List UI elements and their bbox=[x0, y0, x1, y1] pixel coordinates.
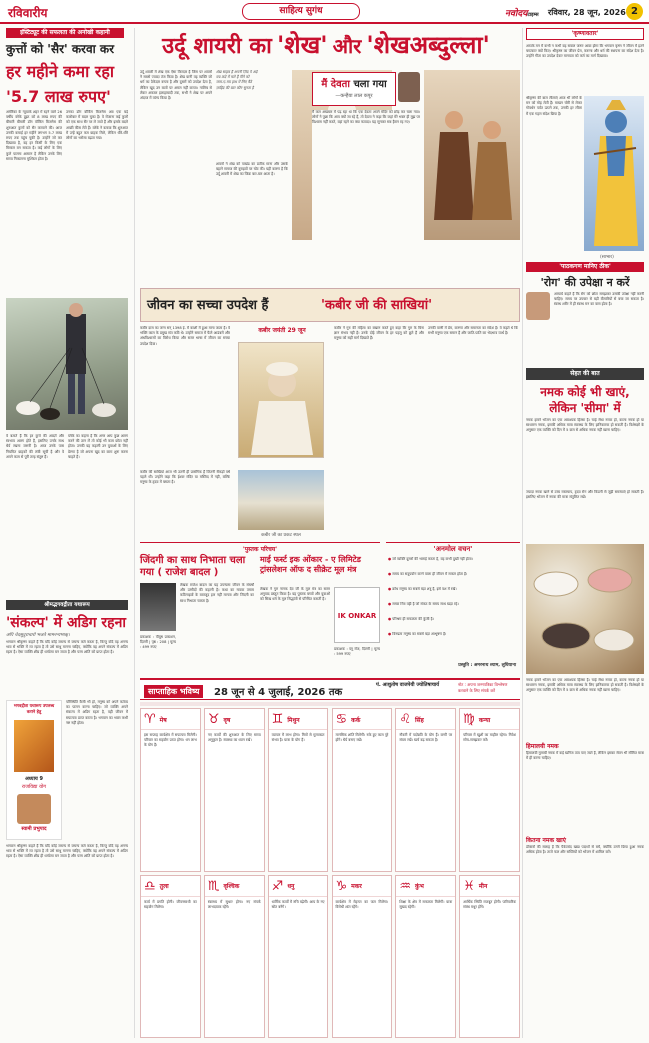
zodiac-card bbox=[268, 875, 329, 1039]
zodiac-symbol-icon: ♌ bbox=[399, 712, 411, 727]
health-title: 'रोग' की उपेक्षा न करें bbox=[540, 276, 630, 289]
zodiac-text: व्यापार में लाभ होगा। मित्रों से मुलाकात संभव है। यात्रा के योग हैं। bbox=[271, 733, 325, 743]
zodiac-card bbox=[204, 708, 265, 872]
logo bbox=[505, 6, 539, 19]
zodiac-card bbox=[140, 875, 201, 1039]
column-rule bbox=[522, 28, 523, 1038]
zodiac-symbol-icon: ♍ bbox=[463, 712, 475, 727]
book-label: भगवद्गीता यथारूप उपलब्ध कराने हेतु bbox=[13, 703, 55, 714]
vachan-item: ● परिश्रम ही सफलता की कुंजी है। bbox=[388, 617, 434, 621]
kabir-temple-photo bbox=[238, 470, 324, 530]
zodiac-name: वृश्चिक bbox=[223, 883, 240, 890]
vachan-item: ● विनम्रता मनुष्य का सबसे बड़ा आभूषण है। bbox=[388, 632, 447, 636]
zodiac-text: स्वास्थ्य में सुधार होगा। नए संपर्क लाभदायक रहेंगे। bbox=[207, 899, 261, 909]
zodiac-card bbox=[140, 708, 201, 872]
salt-title-1: नमक कोई भी खाएं, bbox=[540, 385, 630, 399]
vachan-title: 'अनमोल वचन' bbox=[433, 545, 473, 553]
horoscope-range: 28 जून से 4 जुलाई, 2026 तक bbox=[214, 687, 343, 698]
shayar-illustration-2 bbox=[424, 70, 520, 240]
kabir-caption: कबीर जी का प्रकट स्थल bbox=[261, 533, 301, 538]
urdu-title-3: और bbox=[332, 34, 362, 58]
zodiac-symbol-icon: ♋ bbox=[335, 712, 348, 727]
gita-body-2: परिस्थिति कैसी भी हो, मनुष्य को अपने कर्तव्य का पालन करना चाहिए। जो व्यक्ति अपने संकल्प में अडिग रहता है, वही जीवन में सफलता प्राप्त करता है। भगवान का भक्त कभी नष्ट नहीं होता। bbox=[66, 700, 128, 725]
zodiac-name: कुंभ bbox=[414, 883, 424, 890]
ik-body: लेखक ने गुरु नानक देव जी के मूल मंत्र का सरल अनुवाद प्रस्तुत किया है। यह पुस्तक बच्चों और युवाओं को सिख धर्म के मूल सिद्धांतों से परिचित कराती है। bbox=[260, 587, 330, 602]
poem-body: मैं कल अखबार में पढ़ रहा था कि एक देवता अपने मंदिर को छोड़ कर चला गया। लोगों ने पूछा कि आप क्यों जा रहे हैं, तो देवता ने कहा कि जहां मेरे भक्त ही मुझ पर विश्वास नहीं करते, वहां रहने का क्या फायदा। यह सुनकर सब हैरान रह गए। bbox=[312, 110, 420, 240]
book-cover bbox=[140, 583, 176, 631]
poem-author-photo bbox=[398, 72, 420, 102]
kabir-body-1: कबीर दास का जन्म सन् 1398 ई. में काशी में हुआ माना जाता है। वे भक्ति काल के प्रमुख संत कवि थे। उन्होंने समाज में फैले आडंबरों और अंधविश्वासों का विरोध किया और सरल भाषा में जीवन का सच्चा उपदेश दिया। bbox=[140, 326, 230, 346]
zodiac-symbol-icon: ♑ bbox=[335, 878, 348, 894]
section-title: रविवारीय bbox=[8, 6, 48, 20]
health-kicker: 'पाठकगण मानिए ठीक' bbox=[526, 262, 644, 272]
headline-line-1: कुत्तों को 'सैर' करवा कर bbox=[6, 42, 115, 56]
poem-author: —कन्हैया लाल कपूर bbox=[335, 93, 373, 99]
gita-body-3: भगवान श्रीकृष्ण कहते हैं कि यदि कोई जघन्य से जघन्य कर्म करता है, किन्तु यदि वह अनन्य भाव से भक्ति में रत रहता है तो उसे साधु मानना चाहिए, क्योंकि वह अपने संकल्प में अडिग रहता है। ऐसा व्यक्ति शीघ्र ही धर्मात्मा बन जाता है और परम शांति को प्राप्त होता है। bbox=[6, 844, 128, 859]
urdu-title bbox=[140, 28, 512, 66]
dog-walker-illustration bbox=[6, 298, 128, 430]
urdu-body-col-2: शायरों ने शेख को पाखंड का प्रतीक माना और उसके बहाने समाज की बुराइयों पर चोट की। यही कारण है कि उर्दू शायरी में शेख का जिक्र बार-बार आता है। bbox=[216, 162, 288, 177]
zodiac-card bbox=[395, 708, 456, 872]
zodiac-header bbox=[460, 709, 519, 730]
urdu-couplet: शेख़ साहब हैं अपनी ज़िद पे अड़े मय-कदे में चले हैं पीने को जाम-ए-मय हाथ में लिए बैठे ज़ाहिद की बात कौन सुनता है bbox=[216, 70, 258, 90]
urdu-title-2: 'शेख' bbox=[276, 31, 328, 59]
chapter-title: राजविद्या योग bbox=[21, 784, 47, 790]
krishna-figure bbox=[584, 96, 644, 251]
poem-box bbox=[312, 72, 396, 106]
book-body: लेखक राजेश बादल का यह उपन्यास जीवन के संघर्षों और उम्मीदों की कहानी है। कथा का नायक तमाम कठिनाइयों के बावजूद हार नहीं मानता और जिंदगी का साथ निभाता चलता है। bbox=[180, 583, 254, 603]
kabir-body-2: कबीर की साखियां आज भी उतनी ही प्रासंगिक हैं जितनी सैकड़ों वर्ष पहले थीं। उन्होंने कहा कि ईश्वर मंदिर या मस्जिद में नहीं, बल्कि मनुष्य के हृदय में बसता है। bbox=[140, 470, 230, 485]
kabir-jayanti: कबीर जयंती 29 जून bbox=[258, 327, 306, 334]
salt-sub-2: कितना नमक खाएं bbox=[526, 837, 566, 844]
zodiac-symbol-icon: ♓ bbox=[463, 878, 475, 894]
zodiac-header bbox=[269, 709, 328, 730]
zodiac-name: सिंह bbox=[414, 716, 424, 724]
zodiac-text: धार्मिक कार्यों में रुचि बढ़ेगी। आय के नए स्रोत बनेंगे। bbox=[271, 899, 325, 909]
horoscope-header bbox=[140, 678, 520, 700]
zodiac-symbol-icon: ♊ bbox=[271, 712, 284, 727]
urdu-title-1: उर्दू शायरी का bbox=[162, 34, 272, 59]
zodiac-grid bbox=[140, 708, 520, 1038]
zodiac-name: धनु bbox=[287, 883, 295, 890]
dog-body-col-1: अमेरिका के न्यूयार्क शहर में रहने वाले 26 वर्षीय ब्लेके प्रुइट को 8 लाख रुपए की बीमारी बीमारी डॉग वॉकिंग बिजनेस की शुरुआत कुत्तों को सैर करवाने की। आज उनकी कमाई हर महीने लगभग 5.7 लाख रुपए तक पहुंच चुकी है। उन्होंने जो कर दिखाया है, वह हर किसी के लिए एक मिसाल बन सकता है। कई लोगों के लिए कुत्ते पालना आसान है लेकिन उनके लिए समय निकालना मुश्किल होता है। bbox=[6, 110, 62, 161]
ik-title: माई फर्स्ट इक ओंकार - ए लिमिटेड ट्रांसलेशन ऑफ द सीक्रेट मूल मंत्र bbox=[260, 555, 361, 574]
zodiac-text: मानसिक शांति मिलेगी। रुके हुए काम पूरे होंगे। धैर्य बनाए रखें। bbox=[335, 733, 389, 743]
zodiac-card bbox=[459, 875, 520, 1039]
logo-suffix: टाइम्स bbox=[527, 12, 539, 18]
salt-title-2: लेकिन 'सीमा' में bbox=[549, 401, 621, 415]
poet-figures bbox=[424, 70, 520, 240]
left-kicker: इंस्टिट्यूट की सफलता की अनोखी कहानी bbox=[6, 28, 124, 38]
zodiac-text: कार्य में प्रगति होगी। जीवनसाथी का सहयोग मिलेगा। bbox=[144, 899, 197, 909]
page-date: रविवार, 28 जून, 2026 bbox=[548, 8, 626, 17]
vachan-item: ● सच्चा मित्र वही है जो संकट के समय साथ खड़ा रहे। bbox=[388, 602, 459, 606]
vachan-item-text: परिश्रम ही सफलता की कुंजी है। bbox=[392, 617, 434, 621]
vachan-credit: प्रस्तुति : अमरनाथ श्याम, लुधियाना bbox=[458, 663, 516, 668]
vachan-item-text: समय का सदुपयोग करने वाला ही जीवन में सफल होता है। bbox=[392, 572, 468, 576]
dog-headline bbox=[6, 40, 134, 106]
zodiac-name: कन्या bbox=[478, 716, 491, 724]
author-name: स्वामी प्रभुपाद bbox=[21, 826, 47, 832]
zodiac-card bbox=[459, 708, 520, 872]
vachan-item-text: सच्चा मित्र वही है जो संकट के समय साथ खड़ा रहे। bbox=[392, 602, 459, 606]
zodiac-name: कर्क bbox=[351, 716, 361, 724]
chapter-label: अध्याय 9 bbox=[24, 776, 43, 782]
zodiac-symbol-icon: ♎ bbox=[144, 878, 156, 894]
salt-body-2: ज्यादा नमक खाने से उच्च रक्तचाप, हृदय रोग और किडनी से जुड़ी समस्याएं हो सकती हैं। इसलिए भोजन में नमक की मात्रा संतुलित रखें। bbox=[526, 490, 644, 500]
vachan-item-text: विनम्रता मनुष्य का सबसे बड़ा आभूषण है। bbox=[392, 632, 447, 636]
page-header bbox=[0, 0, 649, 24]
kabir-body-4: उनकी वाणी में प्रेम, करुणा और समानता का संदेश है। वे कहते थे कि सभी मनुष्य एक समान हैं और जाति-पाति का भेदभाव व्यर्थ है। bbox=[428, 326, 518, 336]
zodiac-card bbox=[204, 875, 265, 1039]
gita-book-cover bbox=[14, 720, 54, 772]
urdu-title-4: 'शेखअब्दुल्ला' bbox=[366, 31, 490, 59]
book-meta: प्रकाशक : पीयूष प्रकाशन, दिल्ली | पृष्ठ : 208 | मूल्य : 499 रुपए bbox=[140, 635, 176, 650]
salt-kicker: सेहत की बात bbox=[526, 368, 644, 380]
salt-bowls bbox=[526, 544, 644, 674]
zodiac-name: मेष bbox=[159, 716, 167, 724]
logo-text: नवोदय bbox=[505, 9, 528, 19]
salt-photo bbox=[526, 544, 644, 674]
kabir-banner bbox=[140, 288, 520, 322]
gita-body: भगवान श्रीकृष्ण कहते हैं कि यदि कोई जघन्य से जघन्य कर्म करता है, किन्तु यदि वह अनन्य भाव से भक्ति में रत रहता है तो उसे साधु मानना चाहिए, क्योंकि वह अपने संकल्प में अडिग रहता है। ऐसा व्यक्ति शीघ्र ही धर्मात्मा बन जाता है और परम शांति को प्राप्त होता है। bbox=[6, 640, 128, 655]
kabir-body-3: कबीर ने गुरु की महिमा का बखान करते हुए कहा कि गुरु के बिना ज्ञान संभव नहीं है। उनके दोहे जीवन के हर पहलू को छूते हैं और मनुष्य को सही मार्ग दिखाते हैं। bbox=[334, 326, 424, 341]
horoscope-title: साप्ताहिक भविष्य bbox=[144, 685, 203, 698]
horoscope-note: नोट : अपना जन्मपत्रिका विश्लेषण करवाने के लिए संपर्क करें bbox=[458, 682, 508, 693]
poem-title-2: चला गया bbox=[353, 79, 387, 90]
zodiac-symbol-icon: ♒ bbox=[399, 878, 411, 894]
dog-body-col-3: वे बताते हैं कि हर कुत्ते की आदतें और स्वभाव अलग होते हैं, इसलिए उनके साथ धैर्य रखना जरूरी है। आज उनके पास नियमित ग्राहकों की लंबी सूची है और वे अपने काम से पूरी तरह संतुष्ट हैं। bbox=[6, 434, 64, 459]
salt-body-4: डॉक्टरों की सलाह है कि पैकेटबंद खाद्य पदार्थों से बचें, क्योंकि उनमें छिपा हुआ नमक अधिक होता है। ताजे फल और सब्जियों को भोजन में शामिल करें। bbox=[526, 845, 644, 855]
vachan-item-text: जो व्यक्ति दूसरों की भलाई करता है, वह कभी दुखी नहीं होता। bbox=[392, 557, 473, 561]
zodiac-symbol-icon: ♏ bbox=[207, 878, 220, 894]
zodiac-header bbox=[269, 876, 328, 897]
zodiac-text: नौकरी में पदोन्नति के योग हैं। वाणी पर संयम रखें। खर्च बढ़ सकता है। bbox=[399, 733, 453, 743]
book-kicker: 'पुस्तक परिचय' bbox=[242, 546, 278, 553]
poem-title bbox=[313, 76, 395, 90]
gita-kicker: श्रीमद्भगवद्गीता यथारूप bbox=[6, 600, 128, 610]
acharya-photo bbox=[526, 292, 550, 320]
vachan-item: ● समय का सदुपयोग करने वाला ही जीवन में सफल होता है। bbox=[388, 572, 468, 576]
vachan-item: ● क्रोध मनुष्य का सबसे बड़ा शत्रु है, इसे वश में रखें। bbox=[388, 587, 457, 591]
zodiac-header bbox=[333, 709, 392, 730]
zodiac-name: मिथुन bbox=[287, 716, 300, 724]
dog-body-col-4: ब्लेके का कहना है कि अगर आप कुछ अलग करने की ठान लें तो कोई भी काम छोटा नहीं होता। उनकी यह कहानी उन युवाओं के लिए प्रेरणा है जो अपना खुद का काम शुरू करना चाहते हैं। bbox=[68, 434, 128, 459]
salt-body-1: नमक हमारे भोजन का एक आवश्यक हिस्सा है। चाहे सेंधा नमक हो, काला नमक हो या साधारण नमक, इसकी अधिक मात्रा स्वास्थ्य के लिए हानिकारक हो सकती है। विशेषज्ञों के अनुसार एक व्यक्ति को दिन में 5 ग्राम से अधिक नमक नहीं खाना चाहिए। bbox=[526, 418, 644, 433]
urdu-body-col-1: उर्दू शायरी में शेख एक ऐसा किरदार है जिस पर शायरों ने सबसे ज्यादा तंज किया है। शेख यानी वह व्यक्ति जो धर्म का ठेकेदार बनता है और दूसरों को उपदेश देता है, लेकिन खुद उन बातों पर अमल नहीं करता। गालिब से लेकर अकबर इलाहाबादी तक, सभी ने शेख पर अपने अंदाज में व्यंग्य किया है। bbox=[140, 70, 212, 101]
zodiac-text: आर्थिक स्थिति मजबूत होगी। पारिवारिक संबंध मधुर होंगे। bbox=[463, 899, 516, 909]
kabir-title-2: 'कबीर जी की साखियां' bbox=[321, 298, 433, 313]
gita-verse: अपि चेदसुदुराचारो भजते मामनन्यभाक्। bbox=[6, 633, 70, 638]
kabir-figure bbox=[239, 343, 325, 459]
section-label: साहित्य सुगंध bbox=[242, 3, 360, 20]
ik-meta: प्रकाशक : ब्लू रोज, दिल्ली | मूल्य : 599 रुपए bbox=[334, 647, 380, 657]
book-title: जिंदगी का साथ निभाता चला गया ( राजेश बादल ) bbox=[140, 555, 246, 578]
vachan-list bbox=[388, 557, 518, 647]
salt-sub-1: हिमालयी नमक bbox=[526, 743, 559, 750]
zodiac-header bbox=[205, 876, 264, 897]
gita-title: 'संकल्प' में अडिग रहना bbox=[6, 615, 126, 631]
zodiac-card bbox=[395, 875, 456, 1039]
vachan-item: ● जो व्यक्ति दूसरों की भलाई करता है, वह कभी दुखी नहीं होता। bbox=[388, 557, 473, 561]
krishna-image bbox=[584, 96, 644, 251]
column-rule bbox=[134, 28, 135, 1038]
zodiac-symbol-icon: ♈ bbox=[144, 712, 156, 727]
krishna-body-2: श्रीकृष्ण की बाल लीलाएं आज भी लोगों के मन को मोह लेती हैं। माखन चोरी से लेकर गोवर्धन पर्वत उठाने तक, उनकी हर लीला में एक गहरा संदेश छिपा है। bbox=[526, 96, 582, 116]
dog-walker-photo bbox=[6, 298, 128, 430]
vachan-item-text: क्रोध मनुष्य का सबसे बड़ा शत्रु है, इसे वश में रखें। bbox=[392, 587, 457, 591]
page-number: 2 bbox=[626, 3, 643, 20]
poem-title-1: मैं देवता bbox=[321, 79, 350, 90]
health-body: आचार्य कहते हैं कि रोग को छोटा समझकर उसकी उपेक्षा नहीं करनी चाहिए। समय पर उपचार से बड़ी बीमारियों से बचा जा सकता है। स्वस्थ शरीर में ही स्वस्थ मन का वास होता है। bbox=[554, 292, 644, 307]
gita-book-box bbox=[6, 700, 62, 840]
dog-body-col-2: उनका डॉग वॉकिंग बिजनेस अब एक बड़े कारोबार में बदल चुका है। वे रोजाना कई कुत्तों को एक साथ सैर पर ले जाते हैं और इसके बदले अच्छी फीस लेते हैं। ब्लेके ने बताया कि शुरुआत में उन्हें बहुत कम ग्राहक मिले, लेकिन धीरे-धीरे लोगों का भरोसा बढ़ता गया। bbox=[66, 110, 128, 141]
zodiac-symbol-icon: ♐ bbox=[271, 878, 284, 894]
ik-book-cover: IK ONKAR bbox=[334, 587, 380, 643]
zodiac-name: वृष bbox=[223, 716, 231, 724]
zodiac-header bbox=[396, 876, 455, 897]
zodiac-name: तुला bbox=[159, 883, 169, 890]
zodiac-card bbox=[268, 708, 329, 872]
headline-line-2: हर महीने कमा रहा bbox=[6, 62, 115, 81]
zodiac-header bbox=[141, 709, 200, 730]
zodiac-card bbox=[332, 875, 393, 1039]
zodiac-name: मीन bbox=[478, 883, 488, 890]
zodiac-name: मकर bbox=[351, 883, 362, 890]
zodiac-card bbox=[332, 708, 393, 872]
zodiac-symbol-icon: ♉ bbox=[207, 712, 220, 727]
zodiac-text: नए कार्यों की शुरुआत के लिए समय अनुकूल है। स्वास्थ्य का ध्यान रखें। bbox=[207, 733, 261, 743]
anmol-vachan bbox=[386, 542, 520, 674]
krishna-credit: (साभार) bbox=[600, 255, 614, 260]
zodiac-header bbox=[396, 709, 455, 730]
zodiac-text: कार्यक्षेत्र में मेहनत का फल मिलेगा। विरोधी शांत रहेंगे। bbox=[335, 899, 389, 909]
author-photo bbox=[17, 794, 51, 824]
krishna-body-1: आपके मन में कभी न कभी यह सवाल जरूर आया होगा कि भगवान कृष्ण ने जीवन में इतने चमत्कार क्यों किए। श्रीकृष्ण का जीवन प्रेम, करुणा और धर्म की स्थापना का संदेश देता है। उन्होंने गीता का उपदेश देकर मानवता को कर्म का मार्ग दिखाया। bbox=[526, 44, 644, 59]
zodiac-header bbox=[141, 876, 200, 897]
headline-line-3: '5.7 लाख रुपए' bbox=[6, 87, 111, 106]
salt-body-1b: नमक हमारे भोजन का एक आवश्यक हिस्सा है। चाहे सेंधा नमक हो, काला नमक हो या साधारण नमक, इसकी अधिक मात्रा स्वास्थ्य के लिए हानिकारक हो सकती है। विशेषज्ञों के अनुसार एक व्यक्ति को दिन में 5 ग्राम से अधिक नमक नहीं खाना चाहिए। bbox=[526, 678, 644, 693]
zodiac-header bbox=[333, 876, 392, 897]
zodiac-text: शिक्षा के क्षेत्र में सफलता मिलेगी। यात्रा सुखद रहेगी। bbox=[399, 899, 453, 909]
zodiac-text: परिवार में खुशी का माहौल रहेगा। निवेश सोच-समझकर करें। bbox=[463, 733, 516, 743]
kabir-portrait bbox=[238, 342, 324, 458]
horoscope-divider bbox=[140, 702, 520, 706]
zodiac-header bbox=[205, 709, 264, 730]
book-review bbox=[140, 542, 380, 674]
kabir-title-1: जीवन का सच्चा उपदेश हैं bbox=[147, 298, 269, 313]
krishna-kicker: 'कृष्णावतार' bbox=[526, 28, 644, 40]
salt-body-3: हिमालयी गुलाबी नमक में कई खनिज तत्व पाए जाते हैं, लेकिन इसका सेवन भी सीमित मात्रा में ही करना चाहिए। bbox=[526, 751, 644, 761]
astrologer: पं. आशुतोष वाजपेयी ज्योतिषाचार्य bbox=[376, 682, 440, 688]
zodiac-text: इस सप्ताह कार्यक्षेत्र में सफलता मिलेगी। परिवार का सहयोग प्राप्त होगा। धन लाभ के योग हैं। bbox=[144, 733, 197, 748]
zodiac-header bbox=[460, 876, 519, 897]
